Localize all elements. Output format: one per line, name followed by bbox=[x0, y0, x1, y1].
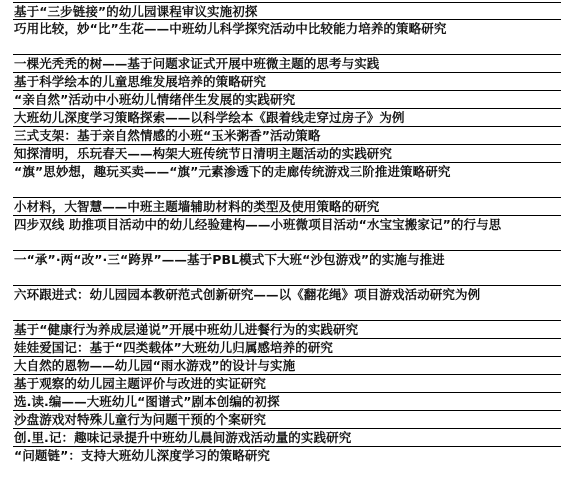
row-text: 一“承”·两“改”·三“跨界”——基于PBL模式下大班“沙包游戏”的实施与推进 bbox=[14, 252, 445, 267]
row-text: 巧用比较，妙“比”生花——中班幼儿科学探究活动中比较能力培养的策略研究 bbox=[14, 21, 447, 36]
table-row bbox=[13, 163, 561, 198]
row-text: 知探清明，乐玩春天——构架大班传统节日清明主题活动的实践研究 bbox=[14, 146, 393, 161]
table-row bbox=[13, 109, 561, 127]
table-row bbox=[13, 447, 561, 465]
row-text: 大班幼儿深度学习策略探索——以科学绘本《跟着线走穿过房子》为例 bbox=[14, 110, 405, 125]
row-text: 小材料，大智慧——中班主题墙辅助材料的类型及使用策略的研究 bbox=[14, 199, 380, 214]
table-row bbox=[13, 375, 561, 393]
row-text: 选.读.编——大班幼儿“图谱式”剧本创编的初探 bbox=[14, 394, 280, 409]
table-row bbox=[13, 339, 561, 357]
table-row bbox=[13, 55, 561, 73]
table-row bbox=[13, 2, 561, 20]
topic-table bbox=[13, 2, 561, 465]
table-row bbox=[13, 91, 561, 109]
row-text: “旗”思妙想，趣玩买卖——“旗”元素渗透下的走廊传统游戏三阶推进策略研究 bbox=[14, 164, 451, 179]
row-text: 沙盘游戏对特殊儿童行为问题干预的个案研究 bbox=[14, 412, 267, 427]
row-text: 基于“健康行为养成层递说”开展中班幼儿进餐行为的实践研究 bbox=[14, 322, 359, 337]
row-text: 基于科学绘本的儿童思维发展培养的策略研究 bbox=[14, 74, 267, 89]
row-text: “亲自然”活动中小班幼儿情绪伴生发展的实践研究 bbox=[14, 92, 296, 107]
table-row bbox=[13, 393, 561, 411]
table-row bbox=[13, 286, 561, 321]
table-row bbox=[13, 127, 561, 145]
table-row bbox=[13, 357, 561, 375]
row-text: 四步双线 助推项目活动中的幼儿经验建构——小班微项目活动“水宝宝搬家记”的行与思 bbox=[14, 217, 502, 232]
row-text: “问题链”：支持大班幼儿深度学习的策略研究 bbox=[14, 448, 271, 463]
table-row bbox=[13, 145, 561, 163]
row-text: 娃娃爱国记：基于“四类载体”大班幼儿归属感培养的研究 bbox=[14, 340, 334, 355]
table-row bbox=[13, 321, 561, 339]
row-text: 基于“三步链接”的幼儿园课程审议实施初探 bbox=[14, 4, 258, 19]
row-text: 创.里.记：趣味记录提升中班幼儿晨间游戏活动量的实践研究 bbox=[14, 430, 352, 445]
table-row bbox=[13, 429, 561, 447]
table-row bbox=[13, 411, 561, 429]
row-text: 六环跟进式：幼儿园园本教研范式创新研究——以《翻花绳》项目游戏活动研究为例 bbox=[14, 287, 481, 302]
table-row bbox=[13, 73, 561, 91]
row-text: 三式支架：基于亲自然情感的小班“玉米粥香”活动策略 bbox=[14, 128, 321, 143]
row-text: 大自然的恩物——幼儿园“雨水游戏”的设计与实施 bbox=[14, 358, 296, 373]
row-text: 基于观察的幼儿园主题评价与改进的实证研究 bbox=[14, 376, 267, 391]
table-row bbox=[13, 20, 561, 55]
table-row bbox=[13, 216, 561, 251]
row-text: 一棵光秃秃的树——基于问题求证式开展中班微主题的思考与实践 bbox=[14, 56, 380, 71]
table-row bbox=[13, 251, 561, 286]
table-row bbox=[13, 198, 561, 216]
